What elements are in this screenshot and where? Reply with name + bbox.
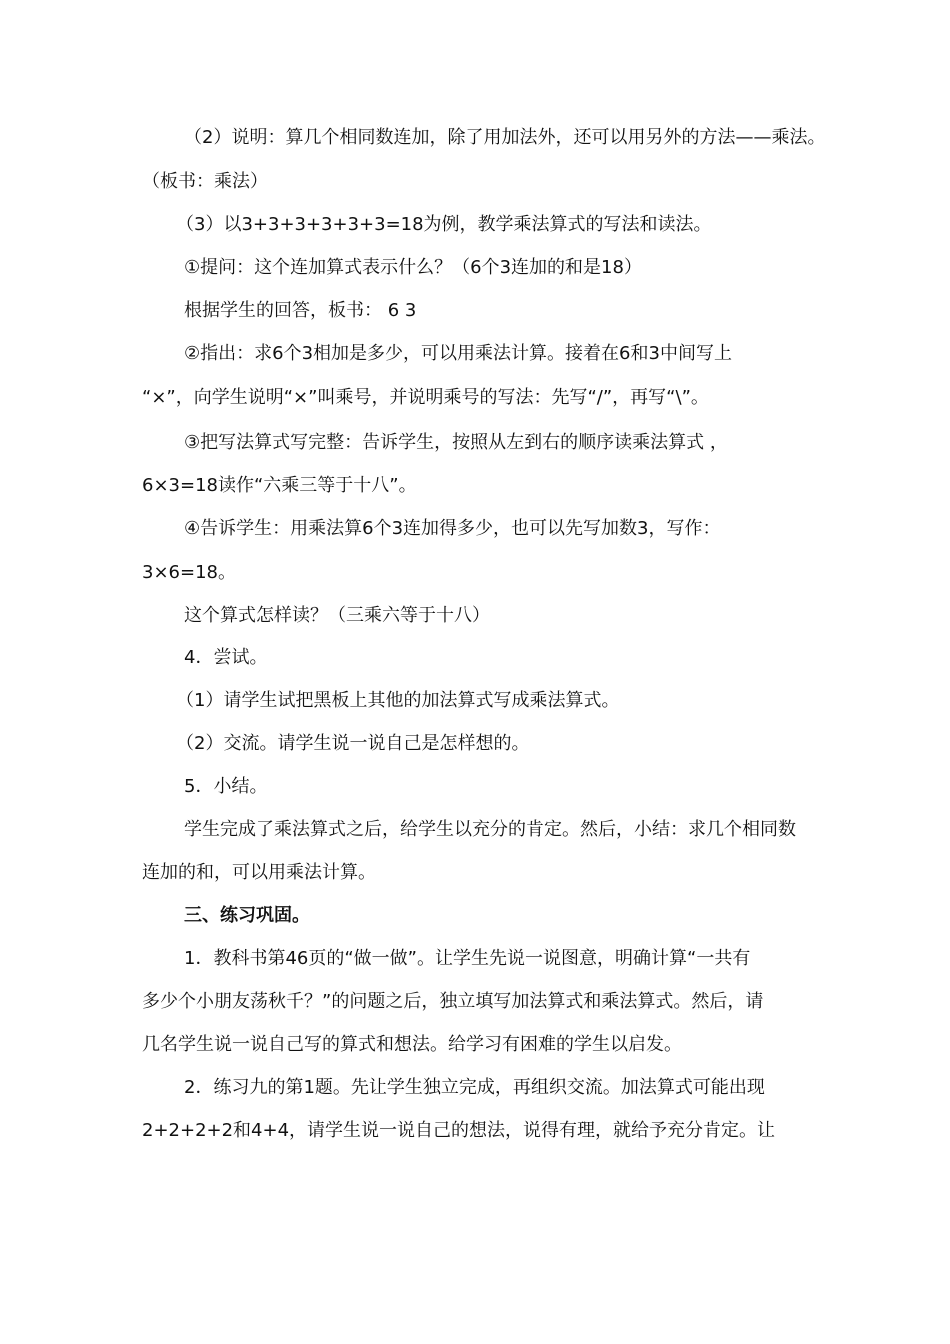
- section-heading: 三、练习巩固。: [184, 905, 310, 926]
- paragraph-line: 3×6=18。: [142, 562, 236, 583]
- paragraph-line: 多少个小朋友荡秋千？”的问题之后，独立填写加法算式和乘法算式。然后，请: [142, 991, 764, 1012]
- paragraph-line: 5．小结。: [184, 776, 268, 797]
- paragraph-line: 4．尝试。: [184, 647, 268, 668]
- paragraph-line: 6×3=18读作“六乘三等于十八”。: [142, 475, 417, 496]
- paragraph-line: ④告诉学生：用乘法算6个3连加得多少，也可以先写加数3，写作：: [184, 518, 721, 539]
- paragraph-line: 2+2+2+2和4+4，请学生说一说自己的想法，说得有理，就给予充分肯定。让: [142, 1120, 776, 1141]
- paragraph-line: 这个算式怎样读？（三乘六等于十八）: [184, 605, 490, 626]
- paragraph-line: 根据学生的回答，板书： 6 3: [184, 300, 417, 321]
- paragraph-line: 1．教科书第46页的“做一做”。让学生先说一说图意，明确计算“一共有: [184, 948, 751, 969]
- paragraph-line: 连加的和，可以用乘法计算。: [142, 862, 376, 883]
- paragraph-line: 几名学生说一说自己写的算式和想法。给学习有困难的学生以启发。: [142, 1034, 682, 1055]
- paragraph-line: （3）以3+3+3+3+3+3=18为例，教学乘法算式的写法和读法。: [176, 214, 712, 235]
- paragraph-line: “×”，向学生说明“×”叫乘号，并说明乘号的写法：先写“/”，再写“\”。: [142, 387, 709, 408]
- paragraph-line: （2）交流。请学生说一说自己是怎样想的。: [176, 733, 530, 754]
- paragraph-line: （1）请学生试把黑板上其他的加法算式写成乘法算式。: [176, 690, 620, 711]
- paragraph-line: 2．练习九的第1题。先让学生独立完成，再组织交流。加法算式可能出现: [184, 1077, 765, 1098]
- paragraph-line: ③把写法算式写完整：告诉学生，按照从左到右的顺序读乘法算式 ，: [184, 432, 728, 453]
- paragraph-line: ①提问：这个连加算式表示什么？（6个3连加的和是18）: [184, 257, 642, 278]
- paragraph-line: （板书：乘法）: [142, 171, 268, 192]
- paragraph-line: 学生完成了乘法算式之后，给学生以充分的肯定。然后，小结：求几个相同数: [184, 819, 796, 840]
- paragraph-line: ②指出：求6个3相加是多少，可以用乘法计算。接着在6和3中间写上: [184, 343, 732, 364]
- paragraph-line: （2）说明：算几个相同数连加，除了用加法外，还可以用另外的方法——乘法。: [184, 127, 826, 148]
